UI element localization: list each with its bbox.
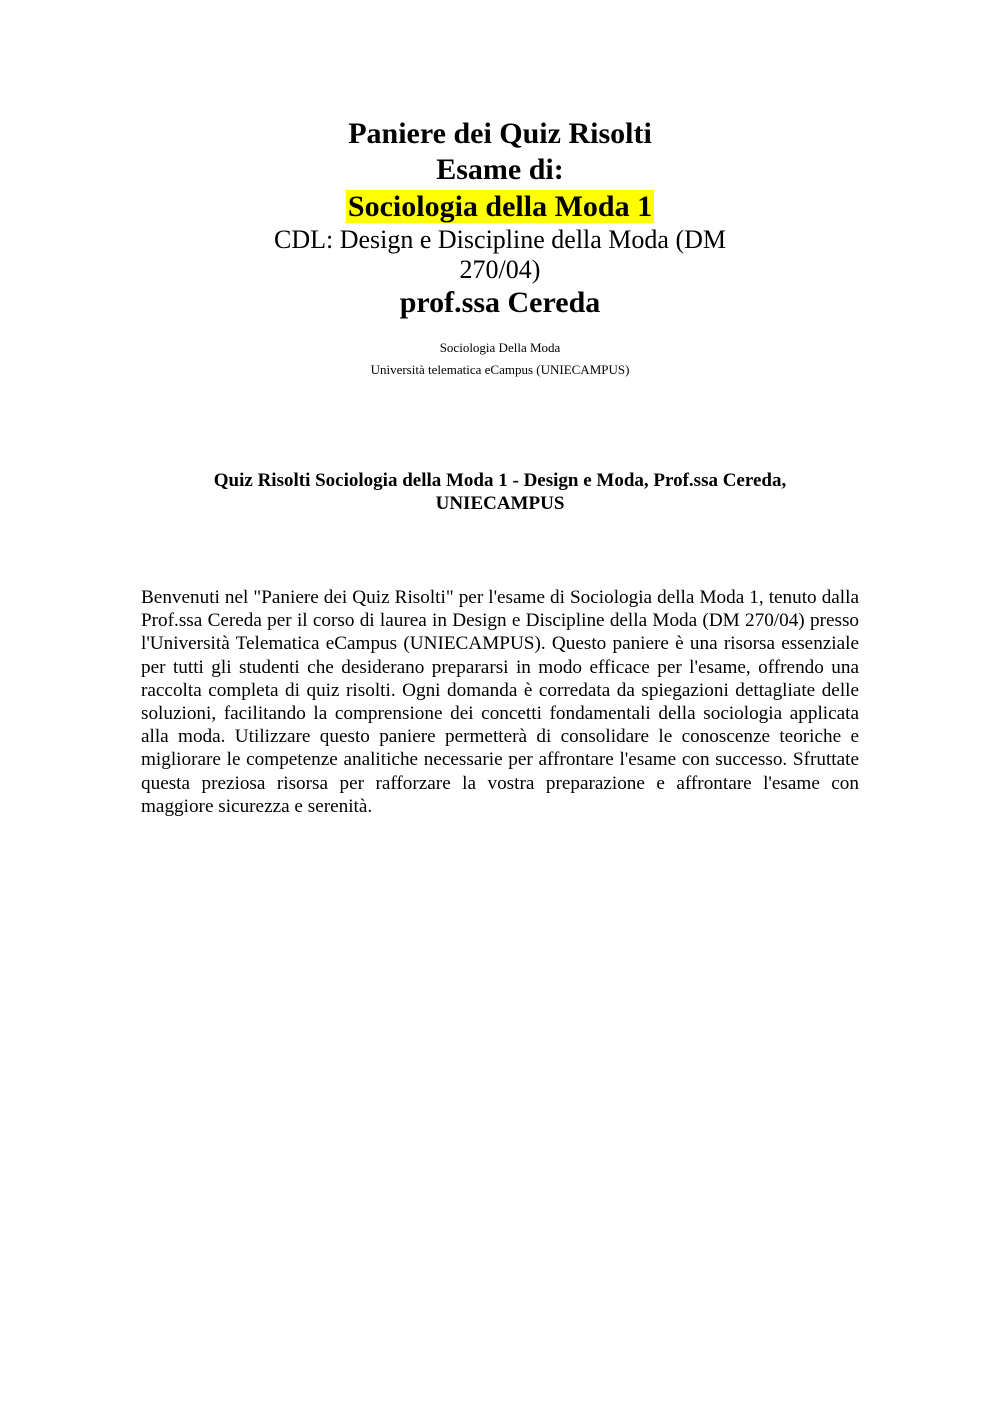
- subtitle-line-1: Quiz Risolti Sociologia della Moda 1 - Design e Moda, Prof.ssa Cereda,: [213, 470, 787, 491]
- course-title-highlight: Sociologia della Moda 1: [347, 190, 653, 223]
- cdl-line-2: 270/04): [459, 255, 541, 284]
- course-name-small: Sociologia Della Moda: [439, 340, 561, 355]
- title-line-1: Paniere dei Quiz Risolti: [348, 117, 652, 150]
- professor-name: prof.ssa Cereda: [399, 286, 601, 319]
- university-name: Università telematica eCampus (UNIECAMPUS): [370, 362, 630, 377]
- course-title: [0, 189, 1000, 225]
- title-line-2: Esame di:: [436, 153, 564, 186]
- cdl-line-1: CDL: Design e Discipline della Moda (DM: [273, 225, 727, 254]
- subtitle-line-2: UNIECAMPUS: [435, 493, 565, 514]
- intro-paragraph: Benvenuti nel "Paniere dei Quiz Risolti" per l'esame di Sociologia della Moda 1, tenuto dalla Prof.ssa Cereda per il corso di laurea in Design e Discipline della Moda (DM 270/04) presso l'Università Telematica eCampus (UNIECAMPUS). Questo paniere è una risorsa essenziale per tutti gli studenti che desiderano prepararsi in modo efficace per l'esame, offrendo una raccolta completa di quiz risolti. Ogni domanda è corredata da spiegazioni dettagliate delle soluzioni, facilitando la comprensione dei concetti fondamentali della sociologia applicata alla moda. Utilizzare questo paniere permetterà di consolidare le conoscenze teoriche e migliorare le competenze analitiche necessarie per affrontare l'esame con successo. Sfruttate questa preziosa risorsa per rafforzare la vostra preparazione e affrontare l'esame con maggiore sicurezza e serenità.: [141, 587, 859, 817]
